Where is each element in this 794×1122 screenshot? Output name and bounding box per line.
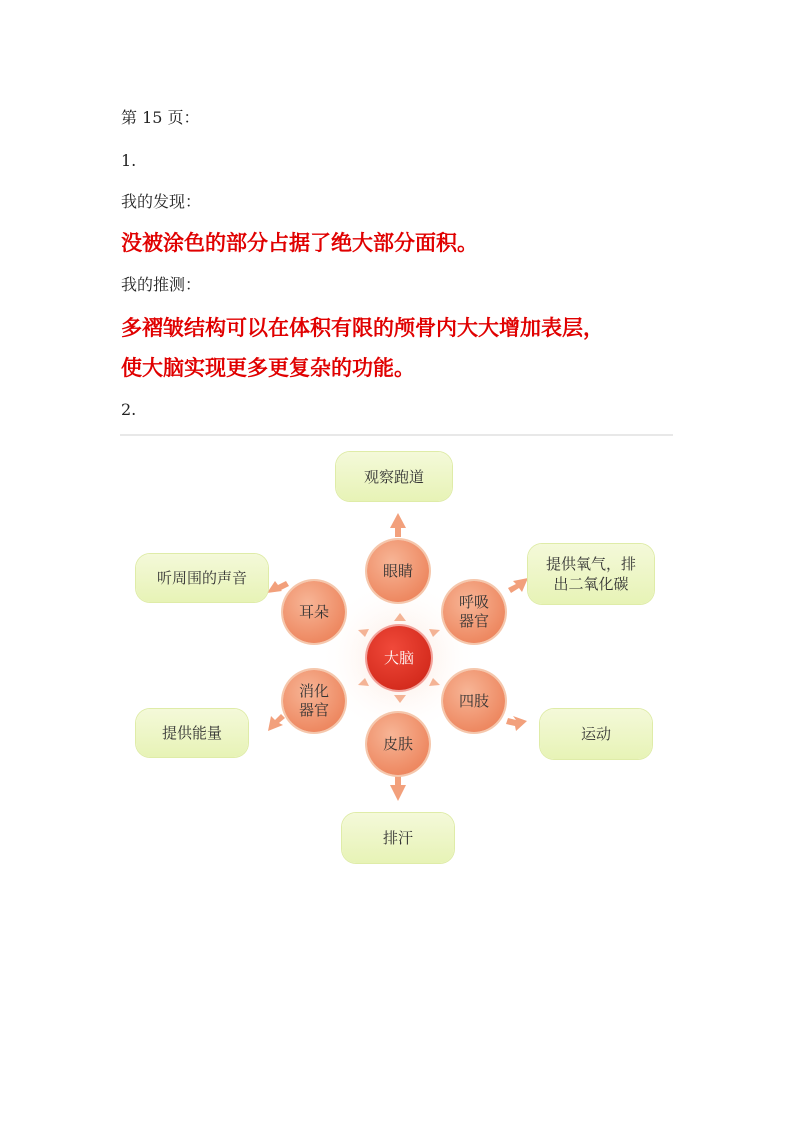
guess-label: 我的推测： bbox=[121, 275, 202, 294]
function-limbs-label: 运动 bbox=[580, 725, 611, 743]
organ-ears-label: 耳朵 bbox=[298, 602, 329, 621]
function-box-skin bbox=[342, 813, 454, 863]
arrow-ears-left bbox=[267, 581, 289, 593]
function-box-eyes bbox=[336, 452, 452, 501]
organ-skin-label: 皮肤 bbox=[382, 734, 413, 753]
brain-center-label: 大脑 bbox=[383, 648, 414, 667]
finding-answer: 没被涂色的部分占据了绝大部分面积。 bbox=[121, 231, 478, 255]
guess-answer-line2: 使大脑实现更多更复杂的功能。 bbox=[121, 356, 415, 380]
organ-eyes-label: 眼睛 bbox=[382, 561, 413, 580]
arrow-skin-down bbox=[390, 776, 406, 801]
organ-respiratory-node bbox=[443, 581, 505, 643]
arrow-digest-left bbox=[268, 714, 285, 731]
function-box-digestive bbox=[136, 709, 248, 757]
organ-skin-node bbox=[367, 713, 429, 775]
function-box-ears bbox=[136, 554, 268, 602]
arrow-limbs-right bbox=[506, 716, 527, 731]
organ-limbs-label: 四肢 bbox=[458, 691, 489, 710]
arrow-resp-right bbox=[508, 578, 528, 593]
organ-digestive-label: 消化器官 bbox=[298, 682, 329, 719]
function-respiratory-label: 提供氧气，排出二氧化碳 bbox=[545, 555, 636, 593]
function-digestive-label: 提供能量 bbox=[161, 724, 222, 742]
brain-organ-diagram bbox=[120, 433, 673, 873]
function-eyes-label: 观察跑道 bbox=[363, 467, 424, 486]
brain-center-node bbox=[367, 626, 431, 690]
question-2-number: 2. bbox=[121, 400, 137, 419]
function-box-limbs bbox=[540, 709, 652, 759]
organ-digestive-node bbox=[283, 670, 345, 732]
question-1-number: 1. bbox=[121, 151, 137, 170]
guess-answer-line1: 多褶皱结构可以在体积有限的颅骨内大大增加表层， bbox=[121, 316, 604, 340]
organ-limbs-node bbox=[443, 670, 505, 732]
organ-eyes-node bbox=[367, 540, 429, 602]
organ-ears-node bbox=[283, 581, 345, 643]
page-label: 第 15 页： bbox=[121, 108, 200, 127]
function-box-respiratory bbox=[528, 544, 654, 604]
arrow-eyes-up bbox=[390, 513, 406, 537]
function-ears-label: 听周围的声音 bbox=[156, 569, 247, 587]
finding-label: 我的发现： bbox=[121, 192, 202, 211]
organ-respiratory-label: 呼吸器官 bbox=[458, 593, 489, 630]
function-skin-label: 排汗 bbox=[382, 829, 413, 847]
